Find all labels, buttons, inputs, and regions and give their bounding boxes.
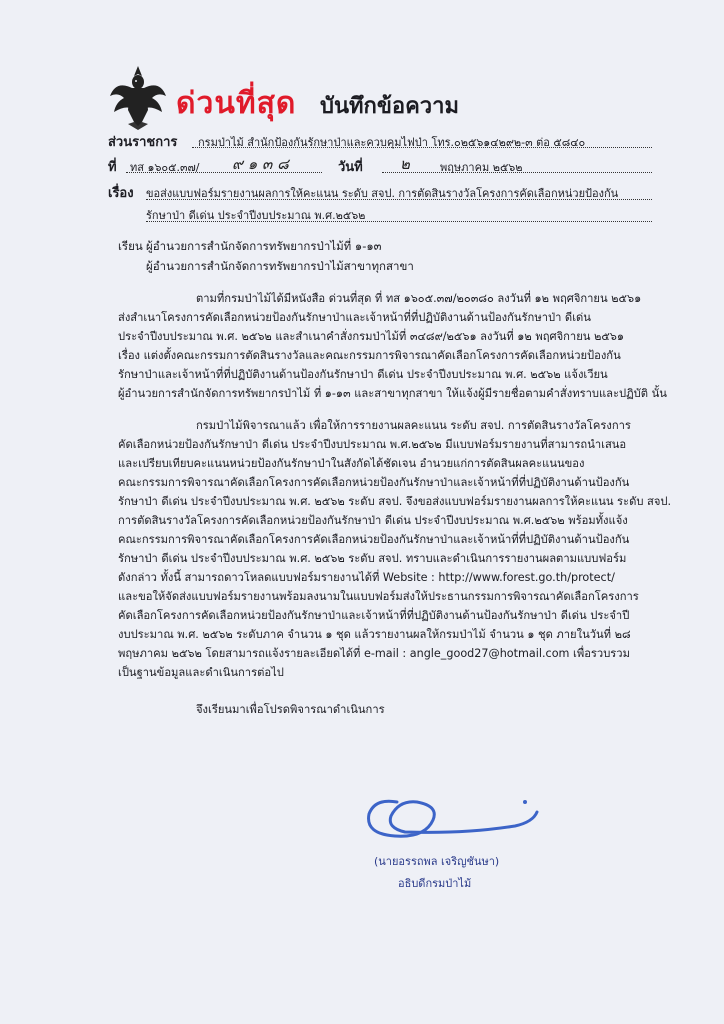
paragraph-2-line: กรมป่าไม้พิจารณาแล้ว เพื่อให้การรายงานผลคะแนน ระดับ สจป. การตัดสินรางวัลโครงการ: [196, 419, 631, 432]
paragraph-1-line: เรื่อง แต่งตั้งคณะกรรมการตัดสินรางวัลและคณะกรรมการพิจารณาคัดเลือกโครงการคัดเลือกหน่วยป้องกัน: [118, 349, 621, 362]
date-label: วันที่: [338, 160, 363, 175]
subject-line-1: ขอส่งแบบฟอร์มรายงานผลการให้คะแนน ระดับ สจป. การตัดสินรางวัลโครงการคัดเลือกหน่วยป้องกัน: [146, 187, 619, 200]
ref-prefix: ทส ๑๖๐๕.๓๗/: [130, 161, 200, 174]
salutation-line-1: ผู้อำนวยการสำนักจัดการทรัพยากรป่าไม้ที่ ๑-๑๓: [146, 239, 382, 253]
paragraph-2-line: คัดเลือกหน่วยป้องกันรักษาป่า ดีเด่น ประจำปีงบประมาณ พ.ศ.๒๕๖๒ มีแบบฟอร์มรายงานที่สามารถนำเสนอ: [118, 438, 627, 451]
paragraph-2-line: และเปรียบเทียบคะแนนหน่วยป้องกันรักษาป่าในสังกัดได้ชัดเจน อำนวยแก่การตัดสินผลคะแนนของ: [118, 457, 585, 470]
paragraph-2-line: พฤษภาคม ๒๕๖๒ โดยสามารถแจ้งรายละเอียดได้ที่ e-mail : angle_good27@hotmail.com เพื่อรวบรวม: [118, 647, 630, 660]
garuda-emblem-icon: [108, 62, 168, 132]
paragraph-2-line: งบประมาณ พ.ศ. ๒๕๖๒ ระดับภาค จำนวน ๑ ชุด แล้วรายงานผลให้กรมป่าไม้ จำนวน ๑ ชุด ภายในวันที่ ๒๘: [118, 628, 631, 641]
closing-line: จึงเรียนมาเพื่อโปรดพิจารณาดำเนินการ: [196, 703, 385, 716]
paragraph-1-line: ผู้อำนวยการสำนักจัดการทรัพยากรป่าไม้ ที่ ๑-๑๓ และสาขาทุกสาขา ให้แจ้งผู้มีรายชื่อตามคำสั่งทราบและปฏิบัติ นั้น: [118, 387, 667, 400]
paragraph-2-line: ดังกล่าว ทั้งนี้ สามารถดาวโหลดแบบฟอร์มรายงานได้ที่ Website : http://www.forest.go.th/protect/: [118, 571, 615, 584]
paragraph-2-line: คัดเลือกโครงการคัดเลือกหน่วยป้องกันรักษาป่าและเจ้าหน้าที่ที่ปฏิบัติงานด้านป้องกันรักษาป่า ดีเด่น ประจำปี: [118, 609, 630, 622]
handwritten-signature: [355, 790, 555, 850]
salutation-label: เรียน: [118, 239, 143, 253]
paragraph-1-line: รักษาป่าและเจ้าหน้าที่ที่ปฏิบัติงานด้านป้องกันรักษาป่า ดีเด่น ประจำปีงบประมาณ พ.ศ. ๒๕๖๒ แจ้งเวียน: [118, 368, 608, 381]
paragraph-1-line: ตามที่กรมป่าไม้ได้มีหนังสือ ด่วนที่สุด ที่ ทส ๑๖๐๕.๓๗/๒๐๓๘๐ ลงวันที่ ๑๒ พฤศจิกายน ๒๕๖๑: [196, 292, 642, 305]
memo-title: บันทึกข้อความ: [320, 94, 460, 119]
subject-line-2: รักษาป่า ดีเด่น ประจำปีงบประมาณ พ.ศ.๒๕๖๒: [146, 209, 366, 222]
paragraph-1-line: ประจำปีงบประมาณ พ.ศ. ๒๕๖๒ และสำเนาคำสั่งกรมป่าไม้ที่ ๓๔๘๙/๒๕๖๑ ลงวันที่ ๑๒ พฤศจิกายน ๒๕๖๑: [118, 330, 625, 343]
signatory-name: (นายอรรถพล เจริญชันษา): [374, 855, 500, 868]
paragraph-2-line: และขอให้จัดส่งแบบฟอร์มรายงานพร้อมลงนามในแบบฟอร์มส่งให้ประธานกรรมการพิจารณาคัดเลือกโครงการ: [118, 590, 639, 603]
subject-label: เรื่อง: [108, 186, 134, 201]
paragraph-2-line: รักษาป่า ดีเด่น ประจำปีงบประมาณ พ.ศ. ๒๕๖๒ ระดับ สจป. ทราบและดำเนินการรายงานผลตามแบบฟอร์ม: [118, 552, 627, 565]
ref-number: ๙ ๑ ๓ ๘: [232, 155, 289, 173]
signatory-position: อธิบดีกรมป่าไม้: [398, 877, 472, 890]
paragraph-2-line: คณะกรรมการพิจารณาคัดเลือกโครงการคัดเลือกหน่วยป้องกันรักษาป่าและเจ้าหน้าที่ที่ปฏิบัติงานด้านป้องกัน: [118, 476, 630, 489]
department-label: ส่วนราชการ: [108, 135, 178, 150]
paragraph-2-line: คณะกรรมการพิจารณาคัดเลือกโครงการคัดเลือกหน่วยป้องกันรักษาป่าและเจ้าหน้าที่ที่ปฏิบัติงานด้านป้องกัน: [118, 533, 630, 546]
subject-dotline-1: [146, 199, 652, 200]
paragraph-2-line: การตัดสินรางวัลโครงการคัดเลือกหน่วยป้องกันรักษาป่า ดีเด่น ประจำปีงบประมาณ พ.ศ.๒๕๖๒ พร้อมทั้งแจ้ง: [118, 514, 628, 527]
salutation-line-2: ผู้อำนวยการสำนักจัดการทรัพยากรป่าไม้สาขาทุกสาขา: [146, 259, 414, 273]
date-day: ๒: [400, 155, 410, 173]
paragraph-2-line: รักษาป่า ดีเด่น ประจำปีงบประมาณ พ.ศ. ๒๕๖๒ ระดับ สจป. จึงขอส่งแบบฟอร์มรายงานผลการให้คะแนน ระดับ สจป.: [118, 495, 672, 508]
ref-label: ที่: [108, 160, 117, 175]
department-value: กรมป่าไม้ สำนักป้องกันรักษาป่าและควบคุมไฟป่า โทร.๐๒๕๖๑๔๒๙๒-๓ ต่อ ๕๘๔๐: [198, 136, 586, 149]
subject-dotline-2: [146, 221, 652, 222]
date-month-year: พฤษภาคม ๒๕๖๒: [440, 161, 523, 174]
urgent-stamp: ด่วนที่สุด: [176, 86, 297, 121]
paragraph-2-line: เป็นฐานข้อมูลและดำเนินการต่อไป: [118, 666, 284, 679]
paragraph-1-line: ส่งสำเนาโครงการคัดเลือกหน่วยป้องกันรักษาป่าและเจ้าหน้าที่ที่ปฏิบัติงานด้านป้องกันรักษาป่า ดีเด่น: [118, 311, 591, 324]
